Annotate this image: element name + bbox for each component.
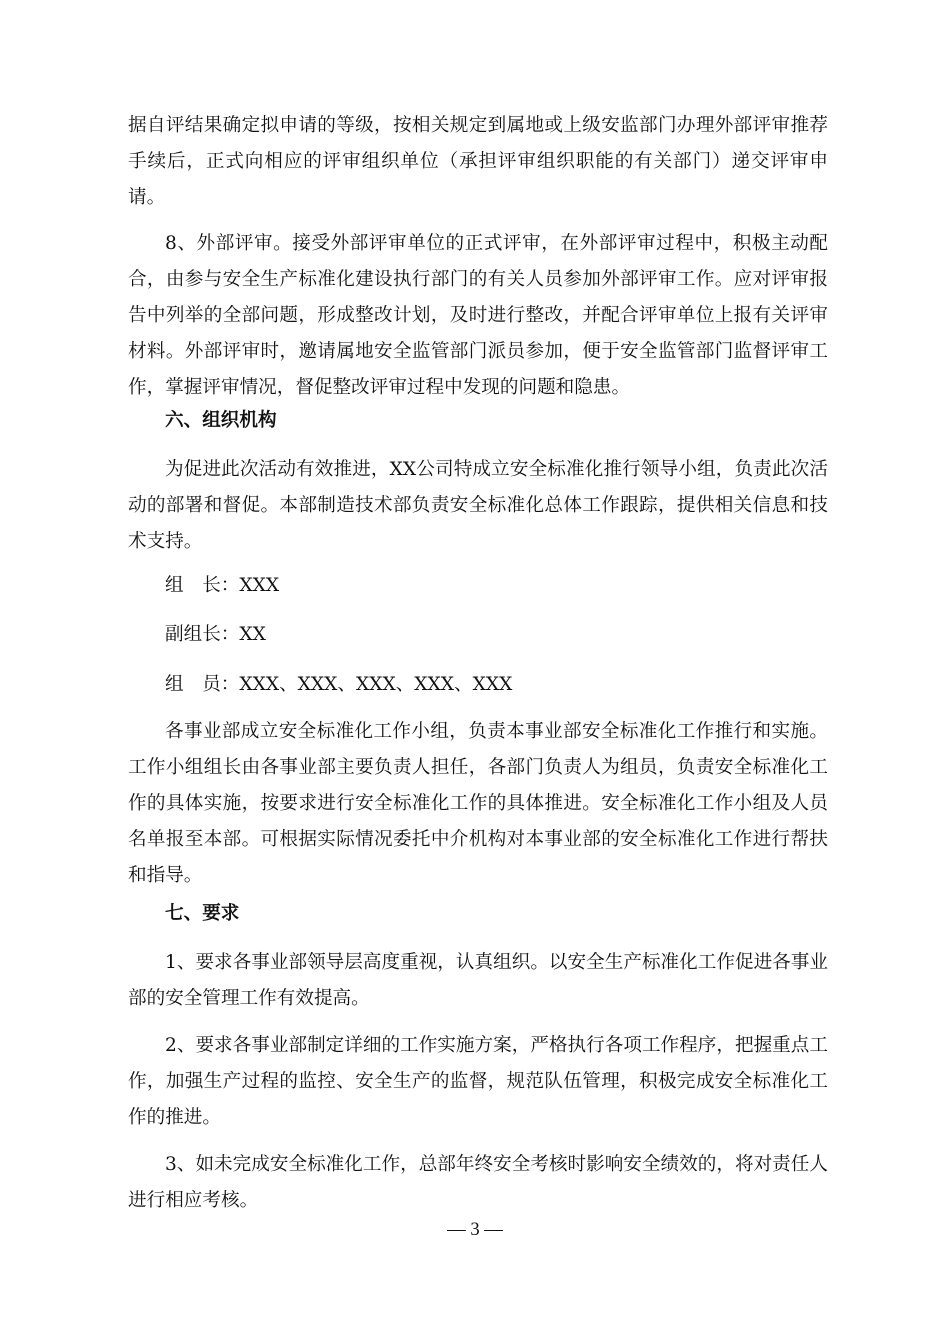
page-number: — 3 — (447, 1219, 503, 1240)
paragraph-self-evaluation: 据自评结果确定拟申请的等级，按相关规定到属地或上级安监部门办理外部评审推荐手续后，正式向相应的评审组织单位（承担评审组织职能的有关部门）递交评审申请。 (128, 115, 828, 208)
paragraph-external-review: 8、外部评审。接受外部评审单位的正式评审，在外部评审过程中，积极主动配合，由参与安全生产标准化建设执行部门的有关人员参加外部评审工作。应对评审报告中列举的全部问题，形成整改计划，及时进行整改，并配合评审单位上报有关评审材料。外部评审时，邀请属地安全监管部门派员参加，便于安全监管部门监督评审工作，掌握评审情况，督促整改评审过程中发现的问题和隐患。 (128, 233, 828, 398)
requirement-item-3: 3、如未完成安全标准化工作，总部年终安全考核时影响安全绩效的，将对责任人进行相应考核。 (128, 1154, 828, 1211)
requirement-item-2: 2、要求各事业部制定详细的工作实施方案，严格执行各项工作程序，把握重点工作，加强生产过程的监控、安全生产的监督，规范队伍管理，积极完成安全标准化工作的推进。 (128, 1035, 828, 1128)
section-heading-organization: 六、组织机构 (165, 410, 277, 431)
leader-line: 组 长：XXX (165, 575, 280, 596)
paragraph-organization-intro: 为促进此次活动有效推进，XX公司特成立安全标准化推行领导小组，负责此次活动的部署和督促。本部制造技术部负责安全标准化总体工作跟踪，提供相关信息和技术支持。 (128, 459, 828, 552)
deputy-leader-line: 副组长：XX (165, 624, 266, 645)
paragraph-working-groups: 各事业部成立安全标准化工作小组，负责本事业部安全标准化工作推行和实施。工作小组组长由各事业部主要负责人担任，各部门负责人为组员，负责安全标准化工作的具体实施，按要求进行安全标准化工作的具体推进。安全标准化工作小组及人员名单报至本部。可根据实际情况委托中介机构对本事业部的安全标准化工作进行帮扶和指导。 (128, 721, 828, 886)
members-line: 组 员：XXX、XXX、XXX、XXX、XXX (165, 674, 513, 695)
requirement-item-1: 1、要求各事业部领导层高度重视，认真组织。以安全生产标准化工作促进各事业部的安全管理工作有效提高。 (128, 952, 828, 1009)
section-heading-requirements: 七、要求 (165, 903, 240, 924)
